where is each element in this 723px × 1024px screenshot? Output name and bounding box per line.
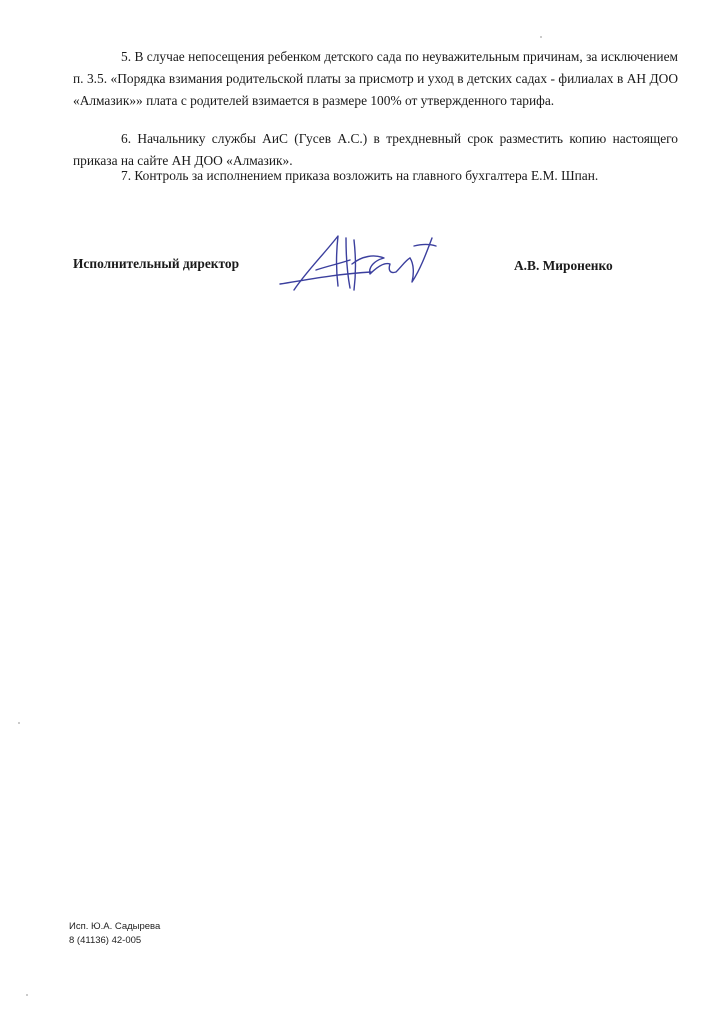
scan-artifact <box>540 36 542 38</box>
handwritten-signature <box>276 230 446 300</box>
scan-artifact <box>26 994 28 996</box>
paragraph-item-6: 6. Начальнику службы АиС (Гусев А.С.) в трехдневный срок разместить копию настоящего приказа на сайте АН ДОО «Алмазик». <box>73 131 678 168</box>
executor-line: Исп. Ю.А. Садырева <box>69 921 161 932</box>
scan-artifact <box>18 722 20 724</box>
signature-block <box>73 250 653 300</box>
signatory-name: А.В. Мироненко <box>514 258 613 273</box>
paragraph-item-7: 7. Контроль за исполнением приказа возложить на главного бухгалтера Е.М. Шпан. <box>121 168 599 183</box>
signatory-title: Исполнительный директор <box>73 256 240 271</box>
paragraph-item-5: 5. В случае непосещения ребенком детского сада по неуважительным причинам, за исключением п. 3.5. «Порядка взимания родительской платы за присмотр и уход в детских садах - филиалах в АН ДОО «Алмазик»» плата с родителей взимается в размере 100% от утвержденного тарифа. <box>73 49 678 108</box>
phone-line: 8 (41136) 42-005 <box>69 935 142 946</box>
document-footer <box>69 920 160 948</box>
